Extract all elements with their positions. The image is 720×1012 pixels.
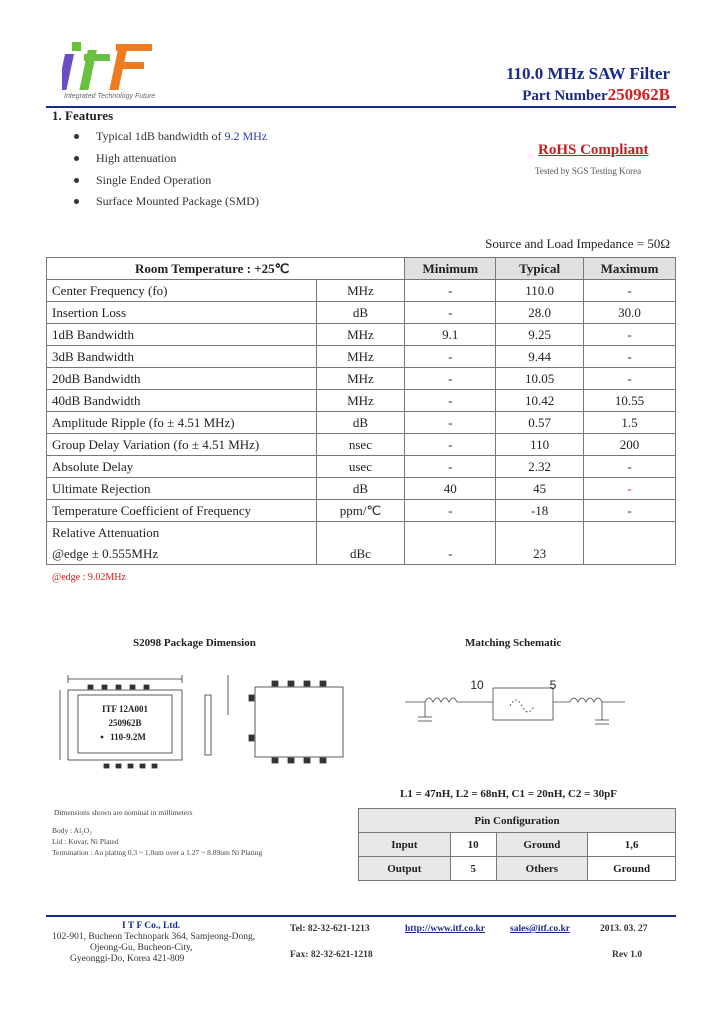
- material-lid: Lid : Kovar, Ni Plated: [52, 837, 119, 846]
- dimension-note: Dimensions shown are nominal in millimeters: [54, 808, 193, 817]
- package-title: S2098 Package Dimension: [133, 637, 256, 649]
- package-marking-line-3: 110-9.2M: [110, 732, 146, 742]
- material-termination: Termination : Au plating 0.3 ~ 1.0um over a 1.27 ~ 8.89um Ni Plating: [52, 848, 263, 857]
- rohs-compliant: RoHS Compliant: [538, 142, 649, 158]
- matching-schematic: [385, 672, 675, 752]
- port-left-label: 10: [470, 678, 484, 692]
- pin1-dot-icon: [101, 736, 104, 739]
- footer-fax: Fax: 82-32-621-1218: [290, 950, 373, 960]
- table-row: 3dB Bandwidth MHz - 9.44 -: [47, 346, 676, 368]
- bullet-icon: [74, 199, 79, 204]
- port-right-label: 5: [549, 678, 557, 692]
- table-row: 20dB Bandwidth MHz - 10.05 -: [47, 368, 676, 390]
- spec-header-row: [47, 258, 676, 280]
- min-header: Minimum: [405, 258, 496, 280]
- footer-address-2: Ojeong-Gu, Bucheon-City,: [90, 943, 193, 953]
- material-body: Body : Al₂O₃: [52, 826, 92, 835]
- part-number: 250962B: [607, 85, 670, 104]
- edge-note: @edge : 9.02MHz: [52, 572, 126, 583]
- feature-item: Single Ended Operation: [96, 173, 211, 188]
- spec-table: [46, 257, 676, 565]
- logo-subtitle: Integrated Technology Future: [64, 93, 156, 100]
- bandwidth-highlight: 9.2 MHz: [224, 129, 268, 143]
- table-row: 40dB Bandwidth MHz - 10.42 10.55: [47, 390, 676, 412]
- feature-item: Typical 1dB bandwidth of 9.2 MHz: [96, 129, 267, 144]
- table-row: Amplitude Ripple (fo ± 4.51 MHz) dB - 0.57 1.5: [47, 412, 676, 434]
- features-heading: 1. Features: [52, 108, 114, 123]
- footer-divider: [46, 915, 676, 917]
- pin-configuration-table: [358, 808, 676, 881]
- feature-item: High attenuation: [96, 151, 176, 166]
- footer-email-link[interactable]: sales@itf.co.kr: [510, 924, 571, 934]
- table-row: Temperature Coefficient of Frequency ppm/℃ - -18 -: [47, 500, 676, 522]
- room-temperature-header: Room Temperature : +25℃: [47, 258, 405, 280]
- part-number-label: Part Number: [522, 88, 608, 104]
- bullet-icon: [74, 156, 79, 161]
- package-marking-line-1: ITF 12A001: [102, 704, 148, 714]
- bullet-icon: [74, 134, 79, 139]
- footer-address-1: 102-901, Bucheon Technopark 364, Samjeong-Dong,: [52, 932, 256, 942]
- matching-values: L1 = 47nH, L2 = 68nH, C1 = 20nH, C2 = 30pF: [400, 788, 617, 800]
- rohs-tested-note: Tested by SGS Testing Korea: [535, 166, 642, 176]
- footer-company: I T F Co., Ltd.: [122, 921, 181, 931]
- footer-date: 2013. 03. 27: [600, 924, 648, 934]
- table-row: Center Frequency (fo) MHz - 110.0 -: [47, 280, 676, 302]
- max-header: Maximum: [584, 258, 676, 280]
- table-row: Insertion Loss dB - 28.0 30.0: [47, 302, 676, 324]
- typ-header: Typical: [496, 258, 584, 280]
- footer-web-link[interactable]: http://www.itf.co.kr: [405, 924, 485, 934]
- document-title: 110.0 MHz SAW Filter: [506, 64, 670, 83]
- table-row: Ultimate Rejection dB 40 45 -: [47, 478, 676, 500]
- impedance-note: Source and Load Impedance = 50Ω: [485, 236, 670, 251]
- table-row: Group Delay Variation (fo ± 4.51 MHz) nsec - 110 200: [47, 434, 676, 456]
- bullet-icon: [74, 178, 79, 183]
- footer-address-3: Gyeonggi-Do, Korea 421-809: [70, 954, 185, 964]
- header-divider: [46, 106, 676, 108]
- package-drawing: [50, 665, 350, 785]
- table-row: Relative Attenuation: [47, 522, 676, 544]
- footer-tel: Tel: 82-32-621-1213: [290, 924, 370, 934]
- table-row: Output 5 Others Ground: [359, 857, 676, 881]
- itf-logo: [62, 40, 158, 92]
- part-number-line: [522, 85, 670, 105]
- package-marking-line-2: 250962B: [108, 718, 142, 728]
- table-row: 1dB Bandwidth MHz 9.1 9.25 -: [47, 324, 676, 346]
- table-row: Input 10 Ground 1,6: [359, 833, 676, 857]
- feature-item: Surface Mounted Package (SMD): [96, 194, 259, 209]
- schematic-title: Matching Schematic: [465, 637, 562, 649]
- table-row: @edge ± 0.555MHz dBc - 23: [47, 543, 676, 565]
- footer-revision: Rev 1.0: [612, 950, 643, 960]
- table-row: Absolute Delay usec - 2.32 -: [47, 456, 676, 478]
- pin-config-title: Pin Configuration: [359, 809, 676, 833]
